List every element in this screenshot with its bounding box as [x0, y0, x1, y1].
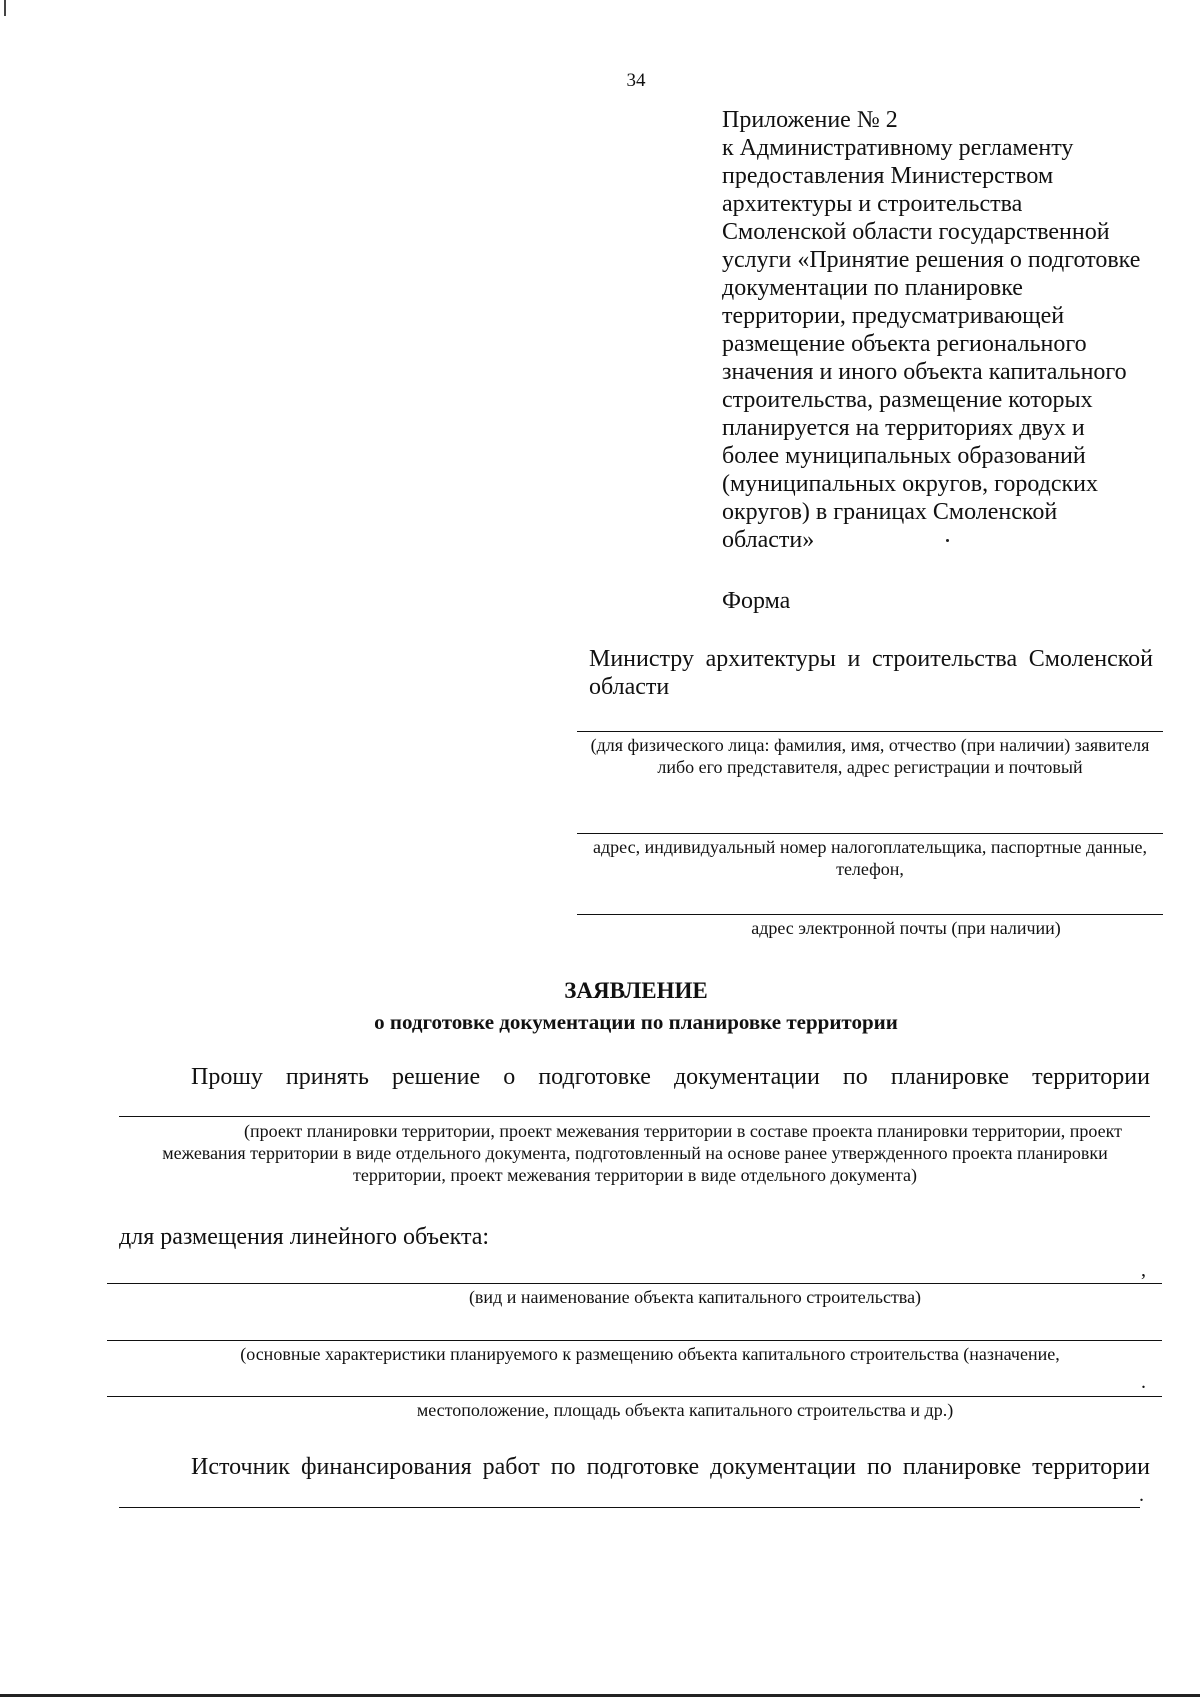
applicant-line-3 [577, 914, 1163, 915]
appendix-line: области» [722, 527, 815, 553]
characteristics-line-1 [107, 1340, 1162, 1341]
appendix-line: к Административному регламенту [722, 135, 1074, 161]
doc-type-caption: (проект планировки территории, проект межевания территории в составе проекта планировки территории, проект межевания территории в виде отдельного документа, подготовленный на основе ранее утвержденного проекта планировки территории, проект межевания территории в виде отдельного документа) [162, 1121, 1122, 1185]
appendix-line: архитектуры и строительства [722, 191, 1023, 217]
funding-period: . [1139, 1484, 1144, 1506]
funding-line [119, 1507, 1140, 1508]
appendix-line: территории, предусматривающей [722, 303, 1065, 329]
appendix-line: более муниципальных образований [722, 443, 1086, 469]
scan-mark [4, 0, 6, 16]
characteristics-caption-2: местоположение, площадь объекта капитального строительства и др.) [416, 1400, 954, 1420]
applicant-caption-2: адрес, индивидуальный номер налогоплательщика, паспортные данные, телефон, [593, 837, 1147, 879]
form-label: Форма [722, 588, 791, 614]
appendix-line: услуги «Принятие решения о подготовке [722, 247, 1141, 273]
appendix-line: планируется на территориях двух и [722, 415, 1085, 441]
document-subtitle: о подготовке документации по планировке территории [374, 1010, 898, 1034]
appendix-line: округов) в границах Смоленской [722, 499, 1058, 525]
characteristics-caption-1: (основные характеристики планируемого к размещению объекта капитального строительства (назначение, [240, 1344, 1060, 1364]
document-title: ЗАЯВЛЕНИЕ [564, 978, 708, 1003]
object-name-caption: (вид и наименование объекта капитального строительства) [468, 1287, 922, 1307]
appendix-line: Смоленской области государственной [722, 219, 1110, 245]
applicant-caption-1: (для физического лица: фамилия, имя, отчество (при наличии) заявителя либо его представителя, адрес регистрации и почтовый [590, 735, 1150, 777]
applicant-caption-3: адрес электронной почты (при наличии) [751, 918, 1061, 938]
characteristics-period: . [1141, 1371, 1146, 1393]
linear-object-label: для размещения линейного объекта: [119, 1224, 490, 1250]
appendix-line: (муниципальных округов, городских [722, 471, 1098, 497]
appendix-line: документации по планировке [722, 275, 1023, 301]
object-name-line [107, 1283, 1162, 1284]
appendix-line: строительства, размещение которых [722, 387, 1093, 413]
request-text: Прошу принять решение о подготовке документации по планировке территории [191, 1064, 1150, 1090]
funding-text: Источник финансирования работ по подготовке документации по планировке территории [191, 1454, 1150, 1480]
applicant-line-2 [577, 833, 1163, 834]
characteristics-line-2 [107, 1396, 1162, 1397]
page-number: 34 [626, 70, 646, 91]
appendix-line: размещение объекта регионального [722, 331, 1087, 357]
appendix-heading [722, 106, 1182, 554]
addressee: Министру архитектуры и строительства Смоленской области [589, 646, 1153, 700]
applicant-line-1 [577, 731, 1163, 732]
appendix-line: Приложение № 2 [722, 107, 898, 133]
doc-type-line [119, 1116, 1150, 1117]
object-name-comma: , [1141, 1259, 1146, 1281]
appendix-line: предоставления Министерством [722, 163, 1054, 189]
appendix-line: значения и иного объекта капитального [722, 359, 1127, 385]
